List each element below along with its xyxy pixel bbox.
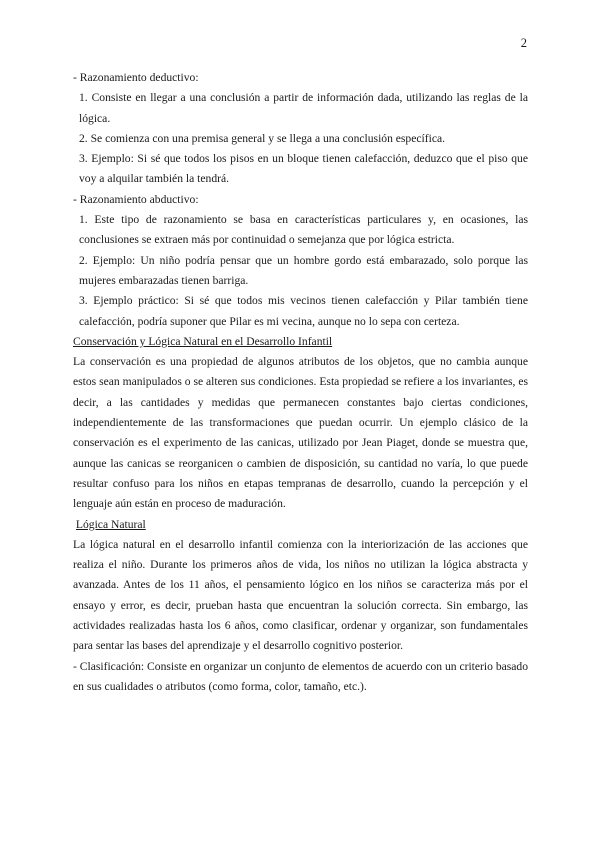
deductive-item-1: 1. Consiste en llegar a una conclusión a partir de información dada, utilizando las reglas de la lógica. — [79, 91, 528, 125]
conservation-heading-text: Conservación y Lógica Natural en el Desarrollo Infantil — [73, 334, 333, 348]
conservation-paragraph: La conservación es una propiedad de algunos atributos de los objetos, que no cambia aunque estos sean manipulados o se alteren sus condiciones. Esta propiedad se refiere a los invariantes, es decir, a las cantidades y medidas que permanecen constantes bajo ciertas condiciones, independientemente de las transformaciones que puedan ocurrir. Un ejemplo clásico de la conservación es el experimento de las canicas, utilizado por Jean Piaget, donde se muestra que, aunque las canicas se reorganicen o cambien de disposición, su cantidad no varía, lo que puede resultar confuso para los niños en etapas tempranas de desarrollo, cuando la percepción y el lenguaje aún están en proceso de maduración. — [73, 355, 528, 511]
deductive-item-3: 3. Ejemplo: Si sé que todos los pisos en un bloque tienen calefacción, deduzco que el piso que voy a alquilar también la tendrá. — [79, 152, 528, 186]
page-number: 2 — [520, 36, 527, 50]
classification-paragraph: - Clasificación: Consiste en organizar un conjunto de elementos de acuerdo con un criterio basado en sus cualidades o atributos (como forma, color, tamaño, etc.). — [73, 659, 529, 693]
deductive-item-2: 2. Se comienza con una premisa general y se llega a una conclusión específica. — [79, 131, 446, 145]
page-content — [73, 68, 528, 697]
natural-logic-heading-text: Lógica Natural — [75, 517, 146, 531]
deductive-title: - Razonamiento deductivo: — [73, 71, 199, 84]
natural-logic-paragraph: La lógica natural en el desarrollo infantil comienza con la interiorización de las acciones que realiza el niño. Durante los primeros años de vida, los niños no utilizan la lógica abstracta y avanzada. Antes de los 11 años, el pensamiento lógico en los niños se caracteriza más por el ensayo y error, es decir, prueban hasta que encuentran la solución correcta. Sin embargo, las actividades realizadas hasta los 6 años, como clasificar, ordenar y organizar, son fundamentales para sentar las bases del aprendizaje y el desarrollo cognitivo posterior. — [73, 537, 528, 653]
section-heading-conservation — [73, 332, 528, 352]
abductive-item-3: 3. Ejemplo práctico: Si sé que todos mis vecinos tienen calefacción y Pilar también tiene calefacción, podría suponer que Pilar es mi vecina, aunque no lo sepa con certeza. — [79, 294, 528, 328]
abductive-item-2: 2. Ejemplo: Un niño podría pensar que un hombre gordo está embarazado, solo porque las mujeres embarazadas tienen barriga. — [79, 253, 528, 287]
section-heading-natural-logic — [73, 515, 528, 535]
abductive-item-1: 1. Este tipo de razonamiento se basa en características particulares y, en ocasiones, las conclusiones se extraen más por continuidad o semejanza que por lógica estricta. — [79, 213, 528, 247]
abductive-title: - Razonamiento abductivo: — [73, 192, 199, 206]
